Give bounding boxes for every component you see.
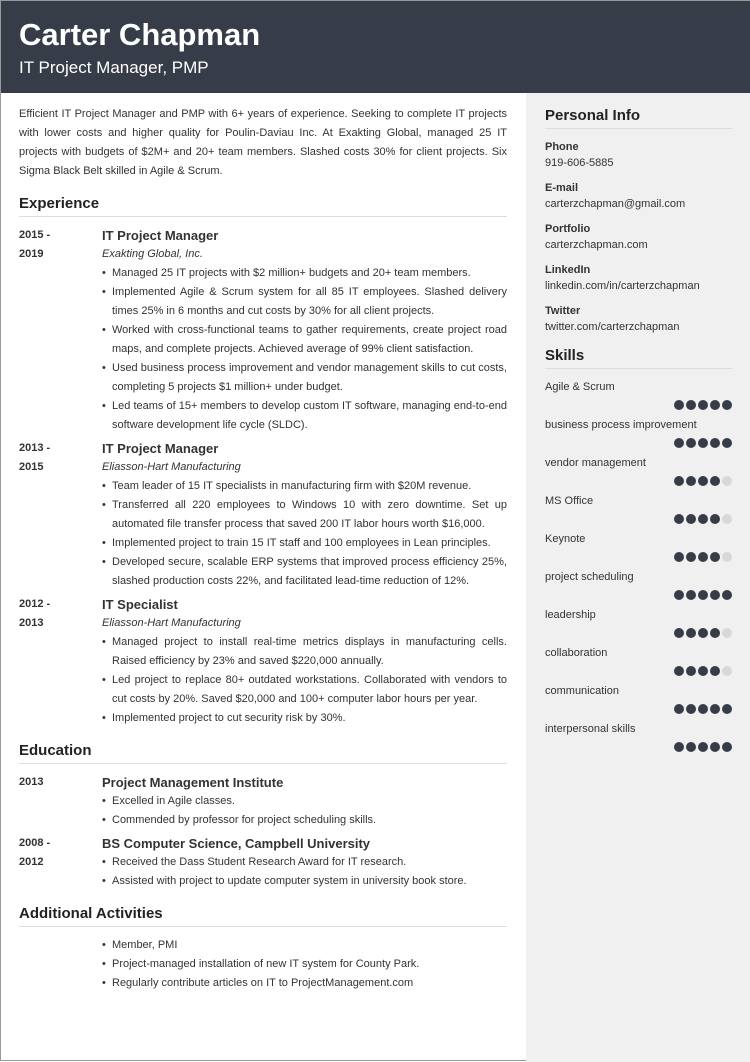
bullet-item: • Excelled in Agile classes.: [102, 792, 507, 811]
rating-dot-icon: [698, 590, 708, 600]
rating-dot-icon: [674, 552, 684, 562]
activity-item: • Member, PMI: [102, 936, 507, 955]
date-range: [19, 773, 102, 830]
bullet-item: • Worked with cross-functional teams to gather requirements, create project road maps, and complete projects. Achieved average of 99% client satisfaction.: [102, 321, 507, 359]
skill-name: communication: [545, 685, 619, 697]
skill-rating: [545, 628, 732, 640]
contact-value: linkedin.com/in/carterzchapman: [545, 280, 700, 292]
bullet-list: [102, 633, 507, 728]
rating-dot-icon: [686, 476, 696, 486]
rating-dot-icon: [686, 400, 696, 410]
contact-value: 919-606-5885: [545, 157, 614, 169]
skill-rating: [545, 590, 732, 602]
main-column: [19, 105, 507, 997]
date-end: 2013: [19, 617, 44, 629]
rating-dot-icon: [686, 704, 696, 714]
activities-heading: Additional Activities: [19, 904, 507, 927]
skill-name: collaboration: [545, 647, 608, 659]
rating-dot-icon: [674, 438, 684, 448]
date-start: 2008 -: [19, 837, 51, 849]
rating-dot-icon: [674, 704, 684, 714]
rating-dot-icon: [698, 514, 708, 524]
bullet-list: [102, 477, 507, 591]
date-range: [19, 834, 102, 891]
date-range: [19, 226, 102, 435]
skill-name: vendor management: [545, 457, 646, 469]
contact-label: LinkedIn: [545, 264, 591, 276]
contact-value: carterzchapman@gmail.com: [545, 198, 686, 210]
bullet-item: • Team leader of 15 IT specialists in manufacturing firm with $20M revenue.: [102, 477, 507, 496]
rating-dot-icon: [686, 628, 696, 638]
rating-dot-icon: [674, 666, 684, 676]
personal-info-list: [545, 139, 732, 335]
skill-rating: [545, 704, 732, 716]
bullet-item: • Transferred all 220 employees to Windows 10 with zero downtime. Set up automated file transfer process that saved 200 IT labor hours worth $16,000.: [102, 496, 507, 534]
education-list: [19, 773, 507, 891]
role-title: IT Project Manager: [102, 441, 219, 456]
rating-dot-icon: [674, 476, 684, 486]
sidebar: [526, 93, 750, 1062]
rating-dot-icon: [710, 666, 720, 676]
date-end: 2012: [19, 856, 44, 868]
experience-list: [19, 226, 507, 728]
summary: Efficient IT Project Manager and PMP with 6+ years of experience. Seeking to complete IT projects with lower costs and higher quality for Poulin-Daviau Inc. At Exakting Global, managed 25 IT projects with budgets of $2M+ and 20+ team members. Slashed costs 30% for client projects. Six Sigma Black Belt skilled in Agile & Scrum.: [19, 108, 507, 177]
skill-item: [545, 455, 732, 488]
rating-dot-icon: [722, 742, 732, 752]
date-range: [19, 595, 102, 728]
skill-item: [545, 531, 732, 564]
entry-body: [102, 439, 507, 591]
rating-dot-icon: [722, 552, 732, 562]
rating-dot-icon: [674, 514, 684, 524]
bullet-list: [102, 792, 507, 830]
skill-name: Agile & Scrum: [545, 381, 615, 393]
activity-item: • Regularly contribute articles on IT to ProjectManagement.com: [102, 974, 507, 993]
rating-dot-icon: [674, 590, 684, 600]
organization: Exakting Global, Inc.: [102, 248, 203, 260]
contact-label: Twitter: [545, 305, 581, 317]
skill-item: [545, 493, 732, 526]
rating-dot-icon: [686, 438, 696, 448]
skill-item: [545, 379, 732, 412]
role-title: BS Computer Science, Campbell University: [102, 836, 371, 851]
bullet-item: • Implemented project to cut security risk by 30%.: [102, 709, 507, 728]
skill-name: Keynote: [545, 533, 586, 545]
experience-entry: [19, 439, 507, 591]
skill-name: leadership: [545, 609, 596, 621]
rating-dot-icon: [686, 590, 696, 600]
activities-list: [102, 936, 507, 993]
skill-name: project scheduling: [545, 571, 634, 583]
rating-dot-icon: [698, 704, 708, 714]
rating-dot-icon: [686, 742, 696, 752]
role-title: IT Specialist: [102, 597, 178, 612]
contact-value: carterzchapman.com: [545, 239, 648, 251]
rating-dot-icon: [710, 438, 720, 448]
candidate-title: IT Project Manager, PMP: [19, 58, 209, 77]
skill-name: interpersonal skills: [545, 723, 636, 735]
rating-dot-icon: [722, 438, 732, 448]
date-start: 2013: [19, 776, 44, 788]
rating-dot-icon: [722, 666, 732, 676]
rating-dot-icon: [710, 552, 720, 562]
skill-rating: [545, 438, 732, 450]
organization: Eliasson-Hart Manufacturing: [102, 461, 241, 473]
experience-entry: [19, 226, 507, 435]
date-end: 2019: [19, 248, 44, 260]
skill-rating: [545, 476, 732, 488]
experience-heading: Experience: [19, 194, 507, 217]
rating-dot-icon: [722, 704, 732, 714]
bullet-item: • Managed project to install real-time metrics displays in manufacturing cells. Raised efficiency by 23% and saved $220,000 annually.: [102, 633, 507, 671]
bullet-item: • Implemented project to train 15 IT staff and 100 employees in Lean principles.: [102, 534, 507, 553]
bullet-item: • Used business process improvement and vendor management skills to cut costs, completing 5 projects $1 million+ under budget.: [102, 359, 507, 397]
education-entry: [19, 834, 507, 891]
personal-info-heading: Personal Info: [545, 107, 732, 129]
skill-rating: [545, 742, 732, 754]
resume-header: [1, 1, 750, 93]
rating-dot-icon: [722, 590, 732, 600]
rating-dot-icon: [710, 742, 720, 752]
skill-rating: [545, 666, 732, 678]
skill-item: [545, 721, 732, 754]
date-range: [19, 439, 102, 591]
contact-value: twitter.com/carterzchapman: [545, 321, 680, 333]
date-end: 2015: [19, 461, 44, 473]
rating-dot-icon: [698, 476, 708, 486]
experience-entry: [19, 595, 507, 728]
rating-dot-icon: [698, 666, 708, 676]
rating-dot-icon: [698, 438, 708, 448]
rating-dot-icon: [710, 704, 720, 714]
bullet-item: • Led teams of 15+ members to develop custom IT software, managing end-to-end software development life cycle (SLDC).: [102, 397, 507, 435]
skills-list: [545, 379, 732, 754]
rating-dot-icon: [710, 590, 720, 600]
organization: Eliasson-Hart Manufacturing: [102, 617, 241, 629]
rating-dot-icon: [710, 476, 720, 486]
skill-rating: [545, 400, 732, 412]
bullet-list: [102, 853, 507, 891]
role-title: Project Management Institute: [102, 775, 284, 790]
rating-dot-icon: [710, 400, 720, 410]
skill-item: [545, 645, 732, 678]
rating-dot-icon: [686, 552, 696, 562]
rating-dot-icon: [698, 552, 708, 562]
education-entry: [19, 773, 507, 830]
skills-heading: Skills: [545, 347, 732, 369]
rating-dot-icon: [722, 476, 732, 486]
rating-dot-icon: [698, 742, 708, 752]
skill-item: [545, 607, 732, 640]
date-start: 2012 -: [19, 598, 51, 610]
rating-dot-icon: [674, 400, 684, 410]
bullet-item: • Implemented Agile & Scrum system for all 85 IT employees. Slashed delivery times 25% in 6 months and cut costs by 30% for all client projects.: [102, 283, 507, 321]
bullet-item: • Managed 25 IT projects with $2 million+ budgets and 20+ team members.: [102, 264, 507, 283]
skill-rating: [545, 552, 732, 564]
rating-dot-icon: [722, 514, 732, 524]
skill-name: MS Office: [545, 495, 594, 507]
rating-dot-icon: [710, 628, 720, 638]
rating-dot-icon: [698, 628, 708, 638]
skill-item: [545, 683, 732, 716]
skill-rating: [545, 514, 732, 526]
contact-label: Portfolio: [545, 223, 591, 235]
entry-body: [102, 595, 507, 728]
entry-body: [102, 226, 507, 435]
rating-dot-icon: [698, 400, 708, 410]
rating-dot-icon: [722, 400, 732, 410]
rating-dot-icon: [722, 628, 732, 638]
skill-item: [545, 569, 732, 602]
role-title: IT Project Manager: [102, 228, 219, 243]
entry-body: [102, 773, 507, 830]
bullet-item: • Developed secure, scalable ERP systems that improved process efficiency 25%, slashed production costs 22%, and facilitated lead-time reduction of 12%.: [102, 553, 507, 591]
rating-dot-icon: [674, 628, 684, 638]
entry-body: [102, 834, 507, 891]
skill-item: [545, 417, 732, 450]
date-start: 2013 -: [19, 442, 51, 454]
activity-item: • Project-managed installation of new IT system for County Park.: [102, 955, 507, 974]
contact-label: Phone: [545, 141, 579, 153]
bullet-item: • Assisted with project to update computer system in university book store.: [102, 872, 507, 891]
rating-dot-icon: [674, 742, 684, 752]
bullet-item: • Received the Dass Student Research Award for IT research.: [102, 853, 507, 872]
rating-dot-icon: [686, 666, 696, 676]
bullet-list: [102, 264, 507, 435]
candidate-name: Carter Chapman: [19, 17, 261, 52]
education-heading: Education: [19, 741, 507, 764]
date-start: 2015 -: [19, 229, 51, 241]
rating-dot-icon: [710, 514, 720, 524]
rating-dot-icon: [686, 514, 696, 524]
skill-name: business process improvement: [545, 419, 697, 431]
contact-label: E-mail: [545, 182, 579, 194]
bullet-item: • Led project to replace 80+ outdated workstations. Collaborated with vendors to cut costs by 20%. Saved $20,000 and 100+ computer labor hours per year.: [102, 671, 507, 709]
bullet-item: • Commended by professor for project scheduling skills.: [102, 811, 507, 830]
